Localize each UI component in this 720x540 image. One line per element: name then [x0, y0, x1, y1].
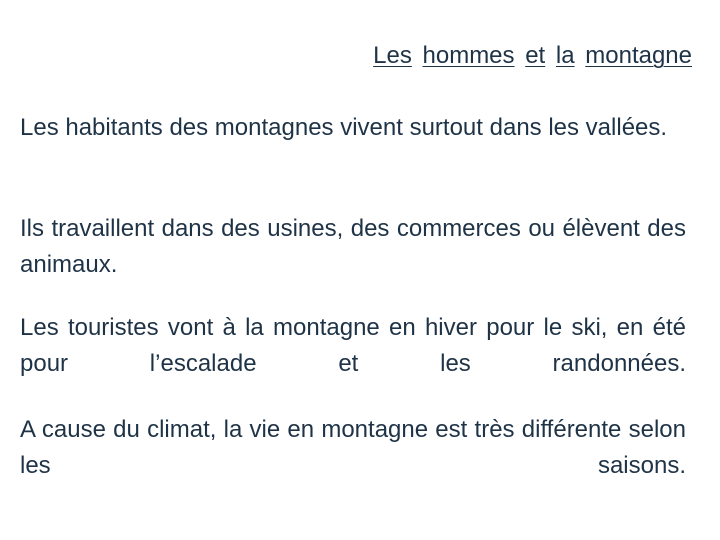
slide-title [20, 41, 692, 71]
paragraph-habitants: Les habitants des montagnes vivent surtout dans les vallées. [20, 114, 668, 141]
title-word-et: et [525, 42, 546, 69]
paragraph-climat: A cause du climat, la vie en montagne est très différente selon les saisons. [20, 416, 686, 479]
paragraph-touristes: Les touristes vont à la montagne en hiver pour le ski, en été pour l’escalade et les randonnées. [20, 314, 686, 377]
title-word-montagne: montagne [585, 42, 692, 69]
title-word-la: la [555, 42, 575, 69]
title-word-les: Les [373, 42, 412, 69]
paragraph-travail: Ils travaillent dans des usines, des commerces ou élèvent des animaux. [20, 215, 686, 278]
title-word-hommes: hommes [422, 42, 515, 69]
